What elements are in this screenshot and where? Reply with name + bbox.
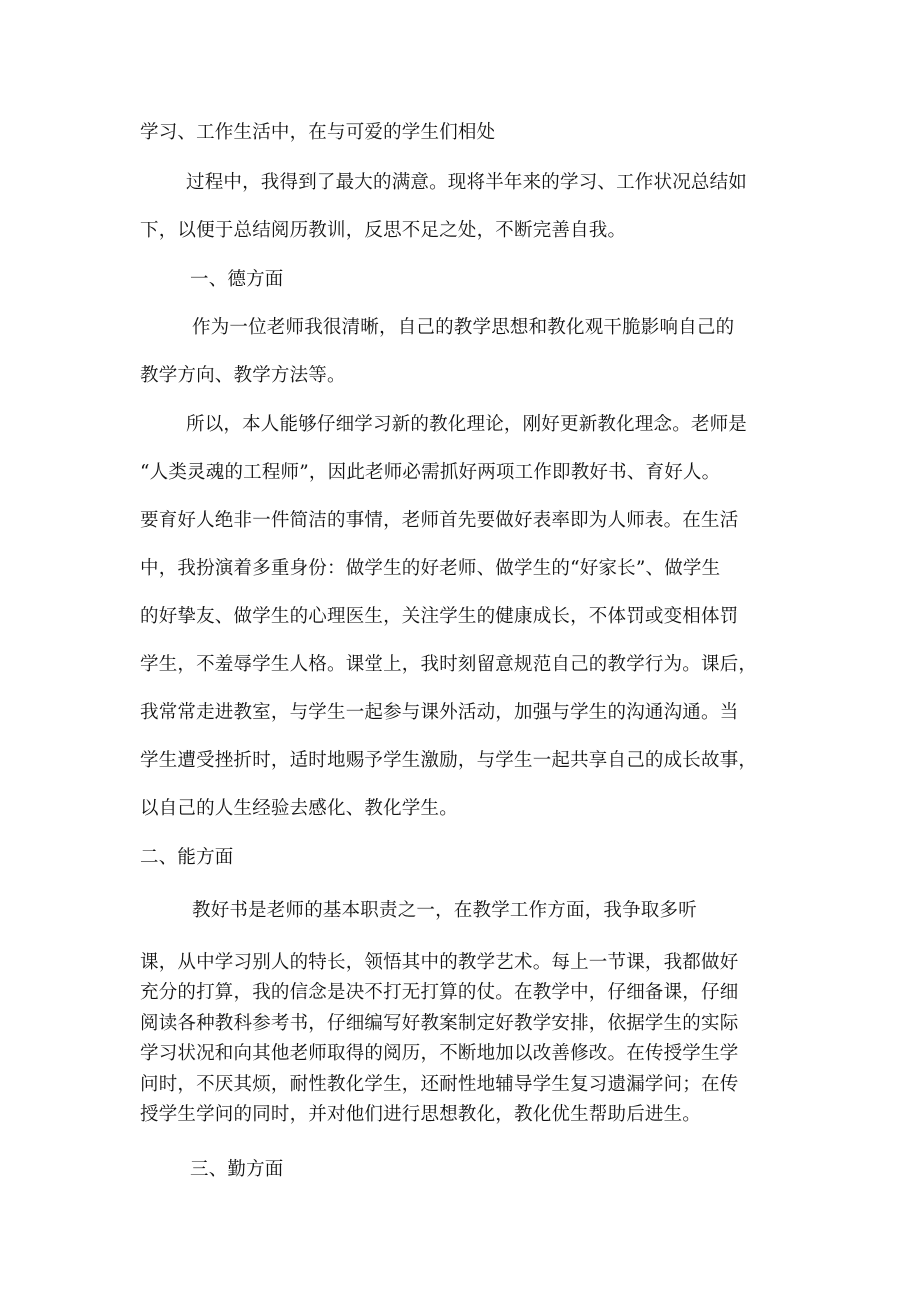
paragraph-line: 学习状况和向其他老师取得的阅历，不断地加以改善修改。在传授学生学 xyxy=(140,1043,739,1064)
paragraph-line: 下，以便于总结阅历教训，反思不足之处，不断完善自我。 xyxy=(140,220,627,241)
section-heading-ability: 二、能方面 xyxy=(140,847,234,868)
paragraph-line: 以自己的人生经验去感化、教化学生。 xyxy=(140,798,458,819)
paragraph-line: 教学方向、教学方法等。 xyxy=(140,365,346,386)
section-heading-diligence: 三、勤方面 xyxy=(190,1159,284,1180)
paragraph-line: 学生遭受挫折时，适时地赐予学生激励，与学生一起共享自己的成长故事， xyxy=(140,750,758,771)
paragraph-line: 所以，本人能够仔细学习新的教化理论，刚好更新教化理念。老师是 xyxy=(186,414,748,435)
paragraph-line: 课，从中学习别人的特长，领悟其中的教学艺术。每上一节课，我都做好 xyxy=(140,952,739,973)
paragraph-line: 充分的打算，我的信念是决不打无打算的仗。在教学中，仔细备课，仔细 xyxy=(140,982,739,1003)
paragraph-line: 作为一位老师我很清晰，自己的教学思想和教化观干脆影响自己的 xyxy=(192,317,735,338)
paragraph-line: 学习、工作生活中，在与可爱的学生们相处 xyxy=(140,122,496,143)
paragraph-line: “人类灵魂的工程师”，因此老师必需抓好两项工作即教好书、育好人。 xyxy=(140,462,721,483)
paragraph-line: 教好书是老师的基本职责之一，在教学工作方面，我争取多听 xyxy=(192,900,697,921)
paragraph-line: 问时，不厌其烦，耐性教化学生，还耐性地辅导学生复习遗漏学问；在传 xyxy=(140,1074,739,1095)
paragraph-line: 我常常走进教室，与学生一起参与课外活动，加强与学生的沟通沟通。当 xyxy=(140,702,739,723)
paragraph-line: 的好挚友、做学生的心理医生，关注学生的健康成长，不体罚或变相体罚 xyxy=(140,606,739,627)
paragraph-line: 过程中，我得到了最大的满意。现将半年来的学习、工作状况总结如 xyxy=(186,172,748,193)
paragraph-line: 要育好人绝非一件简洁的事情，老师首先要做好表率即为人师表。在生活 xyxy=(140,510,739,531)
paragraph-line: 授学生学问的同时，并对他们进行思想教化，教化优生帮助后进生。 xyxy=(140,1104,702,1125)
paragraph-line: 阅读各种教科参考书，仔细编写好教案制定好教学安排，依据学生的实际 xyxy=(140,1013,739,1034)
paragraph-line: 中，我扮演着多重身份：做学生的好老师、做学生的“好家长”、做学生 xyxy=(140,558,721,579)
section-heading-virtue: 一、德方面 xyxy=(190,269,284,290)
paragraph-line: 学生，不羞辱学生人格。课堂上，我时刻留意规范自己的教学行为。课后， xyxy=(140,654,758,675)
